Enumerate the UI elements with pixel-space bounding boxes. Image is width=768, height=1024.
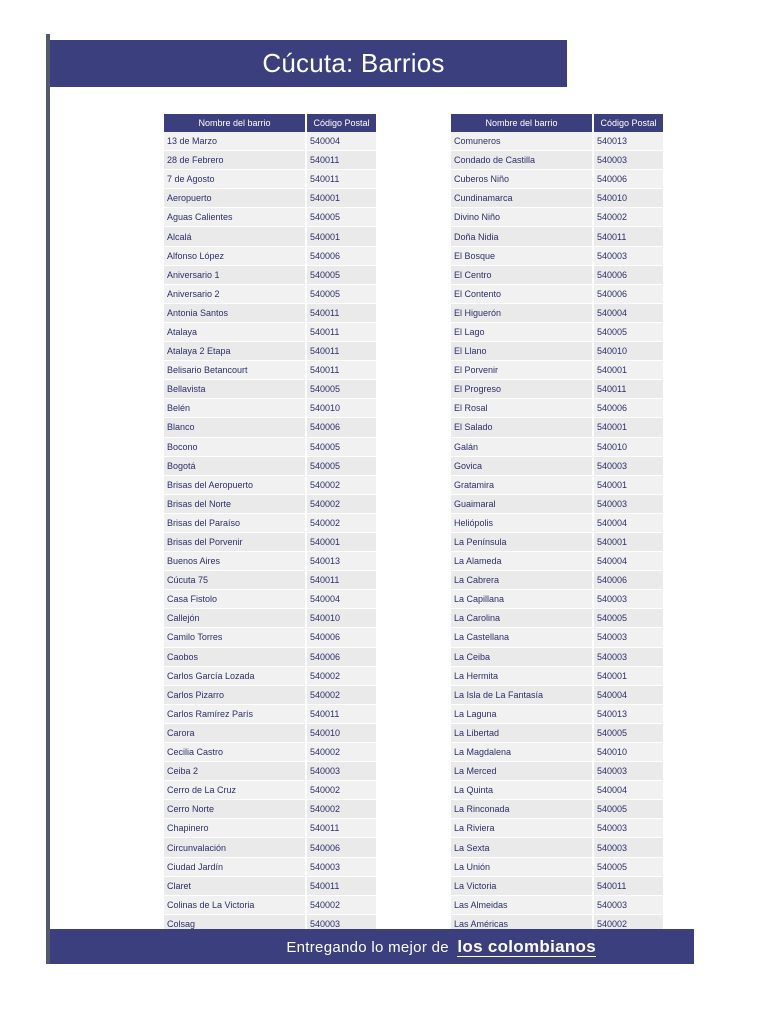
postal-code: 540004: [593, 303, 663, 322]
title-banner: [50, 40, 567, 87]
postal-code: 540004: [306, 590, 376, 609]
barrio-name: La Magdalena: [451, 743, 593, 762]
table-row: [164, 628, 376, 647]
barrio-name: El Llano: [451, 342, 593, 361]
table-row: [451, 456, 663, 475]
barrio-name: Aniversario 1: [164, 265, 306, 284]
postal-code: 540002: [306, 513, 376, 532]
barrio-name: Heliópolis: [451, 513, 593, 532]
table-row: [164, 552, 376, 571]
postal-code: 540003: [306, 857, 376, 876]
table-row: [451, 418, 663, 437]
postal-code: 540003: [593, 246, 663, 265]
barrio-name: La Alameda: [451, 552, 593, 571]
barrio-name: La Carolina: [451, 609, 593, 628]
barrio-name: Las Almeidas: [451, 895, 593, 914]
postal-code: 540011: [306, 361, 376, 380]
postal-code: 540006: [306, 628, 376, 647]
table-row: [164, 342, 376, 361]
postal-code: 540006: [306, 418, 376, 437]
table-row: [451, 322, 663, 341]
barrio-name: La Cabrera: [451, 571, 593, 590]
barrio-name: Atalaya: [164, 322, 306, 341]
postal-code: 540011: [306, 170, 376, 189]
postal-code: 540010: [306, 399, 376, 418]
postal-code: 540003: [593, 647, 663, 666]
barrio-name: Alcalá: [164, 227, 306, 246]
postal-code: 540010: [593, 342, 663, 361]
barrio-name: La Merced: [451, 762, 593, 781]
barrio-name: Bellavista: [164, 380, 306, 399]
barrio-name: 7 de Agosto: [164, 170, 306, 189]
table-row: [451, 819, 663, 838]
barrio-name: La Rinconada: [451, 800, 593, 819]
barrio-name: Carora: [164, 723, 306, 742]
barrio-name: Chapinero: [164, 819, 306, 838]
table-row: [164, 857, 376, 876]
table-row: [164, 456, 376, 475]
barrio-name: Aguas Calientes: [164, 208, 306, 227]
postal-code: 540005: [306, 284, 376, 303]
table-row: [451, 895, 663, 914]
table-row: [451, 571, 663, 590]
barrio-name: Ceiba 2: [164, 762, 306, 781]
barrio-name: Antonia Santos: [164, 303, 306, 322]
postal-code: 540011: [306, 571, 376, 590]
postal-code: 540004: [593, 685, 663, 704]
table-row: [451, 532, 663, 551]
postal-code: 540005: [306, 456, 376, 475]
table-row: [164, 532, 376, 551]
barrio-name: Brisas del Paraíso: [164, 513, 306, 532]
postal-code: 540010: [306, 609, 376, 628]
barrio-name: La Unión: [451, 857, 593, 876]
barrio-name: Camilo Torres: [164, 628, 306, 647]
barrio-name: Colinas de La Victoria: [164, 895, 306, 914]
table-row: [164, 609, 376, 628]
barrio-name: Ciudad Jardín: [164, 857, 306, 876]
barrio-name: Brisas del Aeropuerto: [164, 475, 306, 494]
barrio-name: Condado de Castilla: [451, 151, 593, 170]
postal-code: 540004: [306, 132, 376, 151]
barrio-name: Divino Niño: [451, 208, 593, 227]
table-body-left: [164, 132, 376, 933]
barrio-name: La Capillana: [451, 590, 593, 609]
table-row: [164, 475, 376, 494]
barrio-name: Circunvalación: [164, 838, 306, 857]
table-row: [451, 590, 663, 609]
postal-code: 540002: [593, 208, 663, 227]
postal-code: 540006: [593, 265, 663, 284]
postal-code: 540006: [593, 284, 663, 303]
postal-code: 540013: [306, 552, 376, 571]
barrio-name: La Ceiba: [451, 647, 593, 666]
postal-code: 540011: [593, 227, 663, 246]
table-row: [164, 437, 376, 456]
barrio-name: Casa Fistolo: [164, 590, 306, 609]
table-row: [451, 723, 663, 742]
postal-code: 540006: [593, 399, 663, 418]
barrio-name: Comuneros: [451, 132, 593, 151]
barrio-name: Las Américas: [451, 914, 593, 933]
postal-code: 540002: [593, 914, 663, 933]
table-row: [451, 361, 663, 380]
barrio-name: Blanco: [164, 418, 306, 437]
table-header-row: [164, 114, 376, 132]
left-rule: [46, 34, 50, 964]
postal-code: 540003: [593, 838, 663, 857]
barrio-name: Cúcuta 75: [164, 571, 306, 590]
barrio-name: 28 de Febrero: [164, 151, 306, 170]
barrio-name: Cuberos Niño: [451, 170, 593, 189]
table-row: [451, 437, 663, 456]
table-row: [164, 666, 376, 685]
postal-code: 540003: [593, 456, 663, 475]
column-header-code: Código Postal: [306, 114, 376, 132]
table-body-right: [451, 132, 663, 933]
table-row: [164, 284, 376, 303]
table-row: [164, 418, 376, 437]
table-row: [164, 571, 376, 590]
barrio-name: Belisario Betancourt: [164, 361, 306, 380]
table-row: [451, 800, 663, 819]
table-row: [164, 494, 376, 513]
table-row: [164, 685, 376, 704]
footer-slogan: [286, 937, 596, 957]
postal-code: 540005: [306, 208, 376, 227]
table-row: [164, 208, 376, 227]
postal-code: 540005: [593, 322, 663, 341]
postal-code: 540011: [306, 819, 376, 838]
table-row: [451, 380, 663, 399]
postal-code: 540011: [306, 876, 376, 895]
postal-code: 540003: [593, 494, 663, 513]
postal-code: 540006: [593, 170, 663, 189]
table-row: [164, 895, 376, 914]
table-row: [164, 132, 376, 151]
table-row: [164, 380, 376, 399]
table-row: [164, 723, 376, 742]
table-row: [164, 762, 376, 781]
postal-code: 540003: [593, 762, 663, 781]
postal-code: 540004: [593, 552, 663, 571]
barrio-name: Doña Nidia: [451, 227, 593, 246]
table-row: [451, 494, 663, 513]
barrio-name: Claret: [164, 876, 306, 895]
postal-code: 540011: [306, 342, 376, 361]
table-row: [164, 303, 376, 322]
postal-code: 540005: [593, 723, 663, 742]
barrio-name: El Porvenir: [451, 361, 593, 380]
postal-code: 540011: [593, 876, 663, 895]
postal-code: 540003: [306, 914, 376, 933]
postal-code: 540013: [593, 704, 663, 723]
barrio-name: Belén: [164, 399, 306, 418]
postal-code: 540001: [593, 666, 663, 685]
postal-code: 540005: [593, 857, 663, 876]
postal-code: 540002: [306, 494, 376, 513]
table-row: [451, 303, 663, 322]
postal-code: 540001: [593, 361, 663, 380]
barrio-name: La Sexta: [451, 838, 593, 857]
postal-code: 540005: [306, 265, 376, 284]
barrio-name: El Rosal: [451, 399, 593, 418]
postal-code: 540010: [593, 189, 663, 208]
barrio-name: Cerro Norte: [164, 800, 306, 819]
footer-brand: los colombianos: [457, 936, 596, 956]
table-row: [451, 475, 663, 494]
barrio-name: Galán: [451, 437, 593, 456]
table-row: [451, 857, 663, 876]
postal-code: 540002: [306, 895, 376, 914]
barrio-name: Govica: [451, 456, 593, 475]
table-row: [451, 170, 663, 189]
table-row: [451, 628, 663, 647]
barrio-name: El Centro: [451, 265, 593, 284]
column-header-code: Código Postal: [593, 114, 663, 132]
barrios-table-right: [451, 114, 663, 934]
barrio-name: La Península: [451, 532, 593, 551]
table-row: [164, 265, 376, 284]
postal-code: 540005: [593, 609, 663, 628]
table-row: [164, 704, 376, 723]
postal-code: 540011: [306, 322, 376, 341]
barrio-name: Carlos García Lozada: [164, 666, 306, 685]
barrio-name: Cecilia Castro: [164, 743, 306, 762]
table-row: [164, 876, 376, 895]
postal-code: 540001: [593, 418, 663, 437]
postal-code: 540002: [306, 781, 376, 800]
barrio-name: Bogotá: [164, 456, 306, 475]
barrio-name: Brisas del Porvenir: [164, 532, 306, 551]
postal-code: 540001: [306, 227, 376, 246]
table-row: [164, 322, 376, 341]
postal-code: 540002: [306, 800, 376, 819]
table-row: [451, 685, 663, 704]
table-row: [451, 781, 663, 800]
postal-code: 540006: [306, 246, 376, 265]
postal-code: 540010: [306, 723, 376, 742]
barrio-name: Guaimaral: [451, 494, 593, 513]
barrio-name: Carlos Pizarro: [164, 685, 306, 704]
table-row: [164, 590, 376, 609]
table-row: [164, 361, 376, 380]
barrio-name: Aniversario 2: [164, 284, 306, 303]
barrio-name: Colsag: [164, 914, 306, 933]
table-header-row: [451, 114, 663, 132]
table-row: [164, 838, 376, 857]
table-row: [164, 227, 376, 246]
barrio-name: El Higuerón: [451, 303, 593, 322]
table-row: [451, 132, 663, 151]
barrio-name: El Lago: [451, 322, 593, 341]
postal-code: 540005: [306, 380, 376, 399]
table-row: [164, 246, 376, 265]
page-title: Cúcuta: Barrios: [262, 48, 445, 78]
postal-code: 540010: [593, 743, 663, 762]
postal-code: 540011: [593, 380, 663, 399]
postal-code: 540011: [306, 151, 376, 170]
table-row: [451, 399, 663, 418]
postal-code: 540001: [306, 189, 376, 208]
postal-code: 540010: [593, 437, 663, 456]
barrios-table-left: [164, 114, 376, 934]
table-row: [451, 227, 663, 246]
postal-code: 540003: [593, 590, 663, 609]
barrio-name: 13 de Marzo: [164, 132, 306, 151]
table-row: [451, 647, 663, 666]
postal-code: 540004: [593, 513, 663, 532]
postal-code: 540002: [306, 685, 376, 704]
postal-code: 540001: [593, 532, 663, 551]
column-header-name: Nombre del barrio: [164, 114, 306, 132]
barrio-name: Cerro de La Cruz: [164, 781, 306, 800]
table-row: [164, 170, 376, 189]
table-row: [451, 838, 663, 857]
table-row: [451, 189, 663, 208]
barrio-name: La Isla de La Fantasía: [451, 685, 593, 704]
table-row: [164, 819, 376, 838]
postal-code: 540003: [593, 895, 663, 914]
table-row: [451, 265, 663, 284]
postal-code: 540013: [593, 132, 663, 151]
barrio-name: La Quinta: [451, 781, 593, 800]
barrio-name: La Laguna: [451, 704, 593, 723]
postal-code: 540005: [306, 437, 376, 456]
barrio-name: El Salado: [451, 418, 593, 437]
barrio-name: Cundinamarca: [451, 189, 593, 208]
barrio-name: Alfonso López: [164, 246, 306, 265]
footer-text: Entregando lo mejor de: [286, 938, 449, 956]
table-row: [164, 513, 376, 532]
barrio-name: Atalaya 2 Etapa: [164, 342, 306, 361]
barrio-name: La Castellana: [451, 628, 593, 647]
postal-code: 540011: [306, 704, 376, 723]
barrio-name: Bocono: [164, 437, 306, 456]
table-row: [451, 284, 663, 303]
table-row: [451, 609, 663, 628]
barrio-name: Aeropuerto: [164, 189, 306, 208]
table-row: [164, 151, 376, 170]
barrio-name: Caobos: [164, 647, 306, 666]
postal-code: 540006: [593, 571, 663, 590]
table-row: [451, 208, 663, 227]
postal-code: 540006: [306, 647, 376, 666]
table-row: [451, 342, 663, 361]
table-row: [451, 704, 663, 723]
postal-code: 540006: [306, 838, 376, 857]
table-row: [451, 666, 663, 685]
postal-code: 540003: [593, 151, 663, 170]
table-row: [451, 762, 663, 781]
barrio-name: Buenos Aires: [164, 552, 306, 571]
barrio-name: El Progreso: [451, 380, 593, 399]
barrio-name: La Hermita: [451, 666, 593, 685]
footer-banner: [50, 929, 694, 964]
barrio-name: El Contento: [451, 284, 593, 303]
table-row: [164, 647, 376, 666]
table-row: [164, 743, 376, 762]
table-row: [164, 189, 376, 208]
postal-code: 540002: [306, 475, 376, 494]
postal-code: 540003: [593, 628, 663, 647]
barrio-name: La Libertad: [451, 723, 593, 742]
postal-code: 540003: [306, 762, 376, 781]
postal-code: 540002: [306, 666, 376, 685]
table-row: [451, 552, 663, 571]
barrio-name: Callejón: [164, 609, 306, 628]
barrio-name: Brisas del Norte: [164, 494, 306, 513]
barrio-name: Gratamira: [451, 475, 593, 494]
table-row: [451, 151, 663, 170]
table-row: [451, 743, 663, 762]
postal-code: 540002: [306, 743, 376, 762]
postal-code: 540004: [593, 781, 663, 800]
table-row: [451, 513, 663, 532]
postal-code: 540005: [593, 800, 663, 819]
postal-code: 540011: [306, 303, 376, 322]
postal-code: 540001: [593, 475, 663, 494]
table-row: [451, 876, 663, 895]
column-header-name: Nombre del barrio: [451, 114, 593, 132]
table-row: [164, 781, 376, 800]
barrio-name: El Bosque: [451, 246, 593, 265]
postal-code: 540001: [306, 532, 376, 551]
barrio-name: La Riviera: [451, 819, 593, 838]
table-row: [164, 800, 376, 819]
table-row: [451, 246, 663, 265]
table-row: [164, 399, 376, 418]
barrio-name: Carlos Ramírez París: [164, 704, 306, 723]
postal-code: 540003: [593, 819, 663, 838]
barrio-name: La Victoria: [451, 876, 593, 895]
